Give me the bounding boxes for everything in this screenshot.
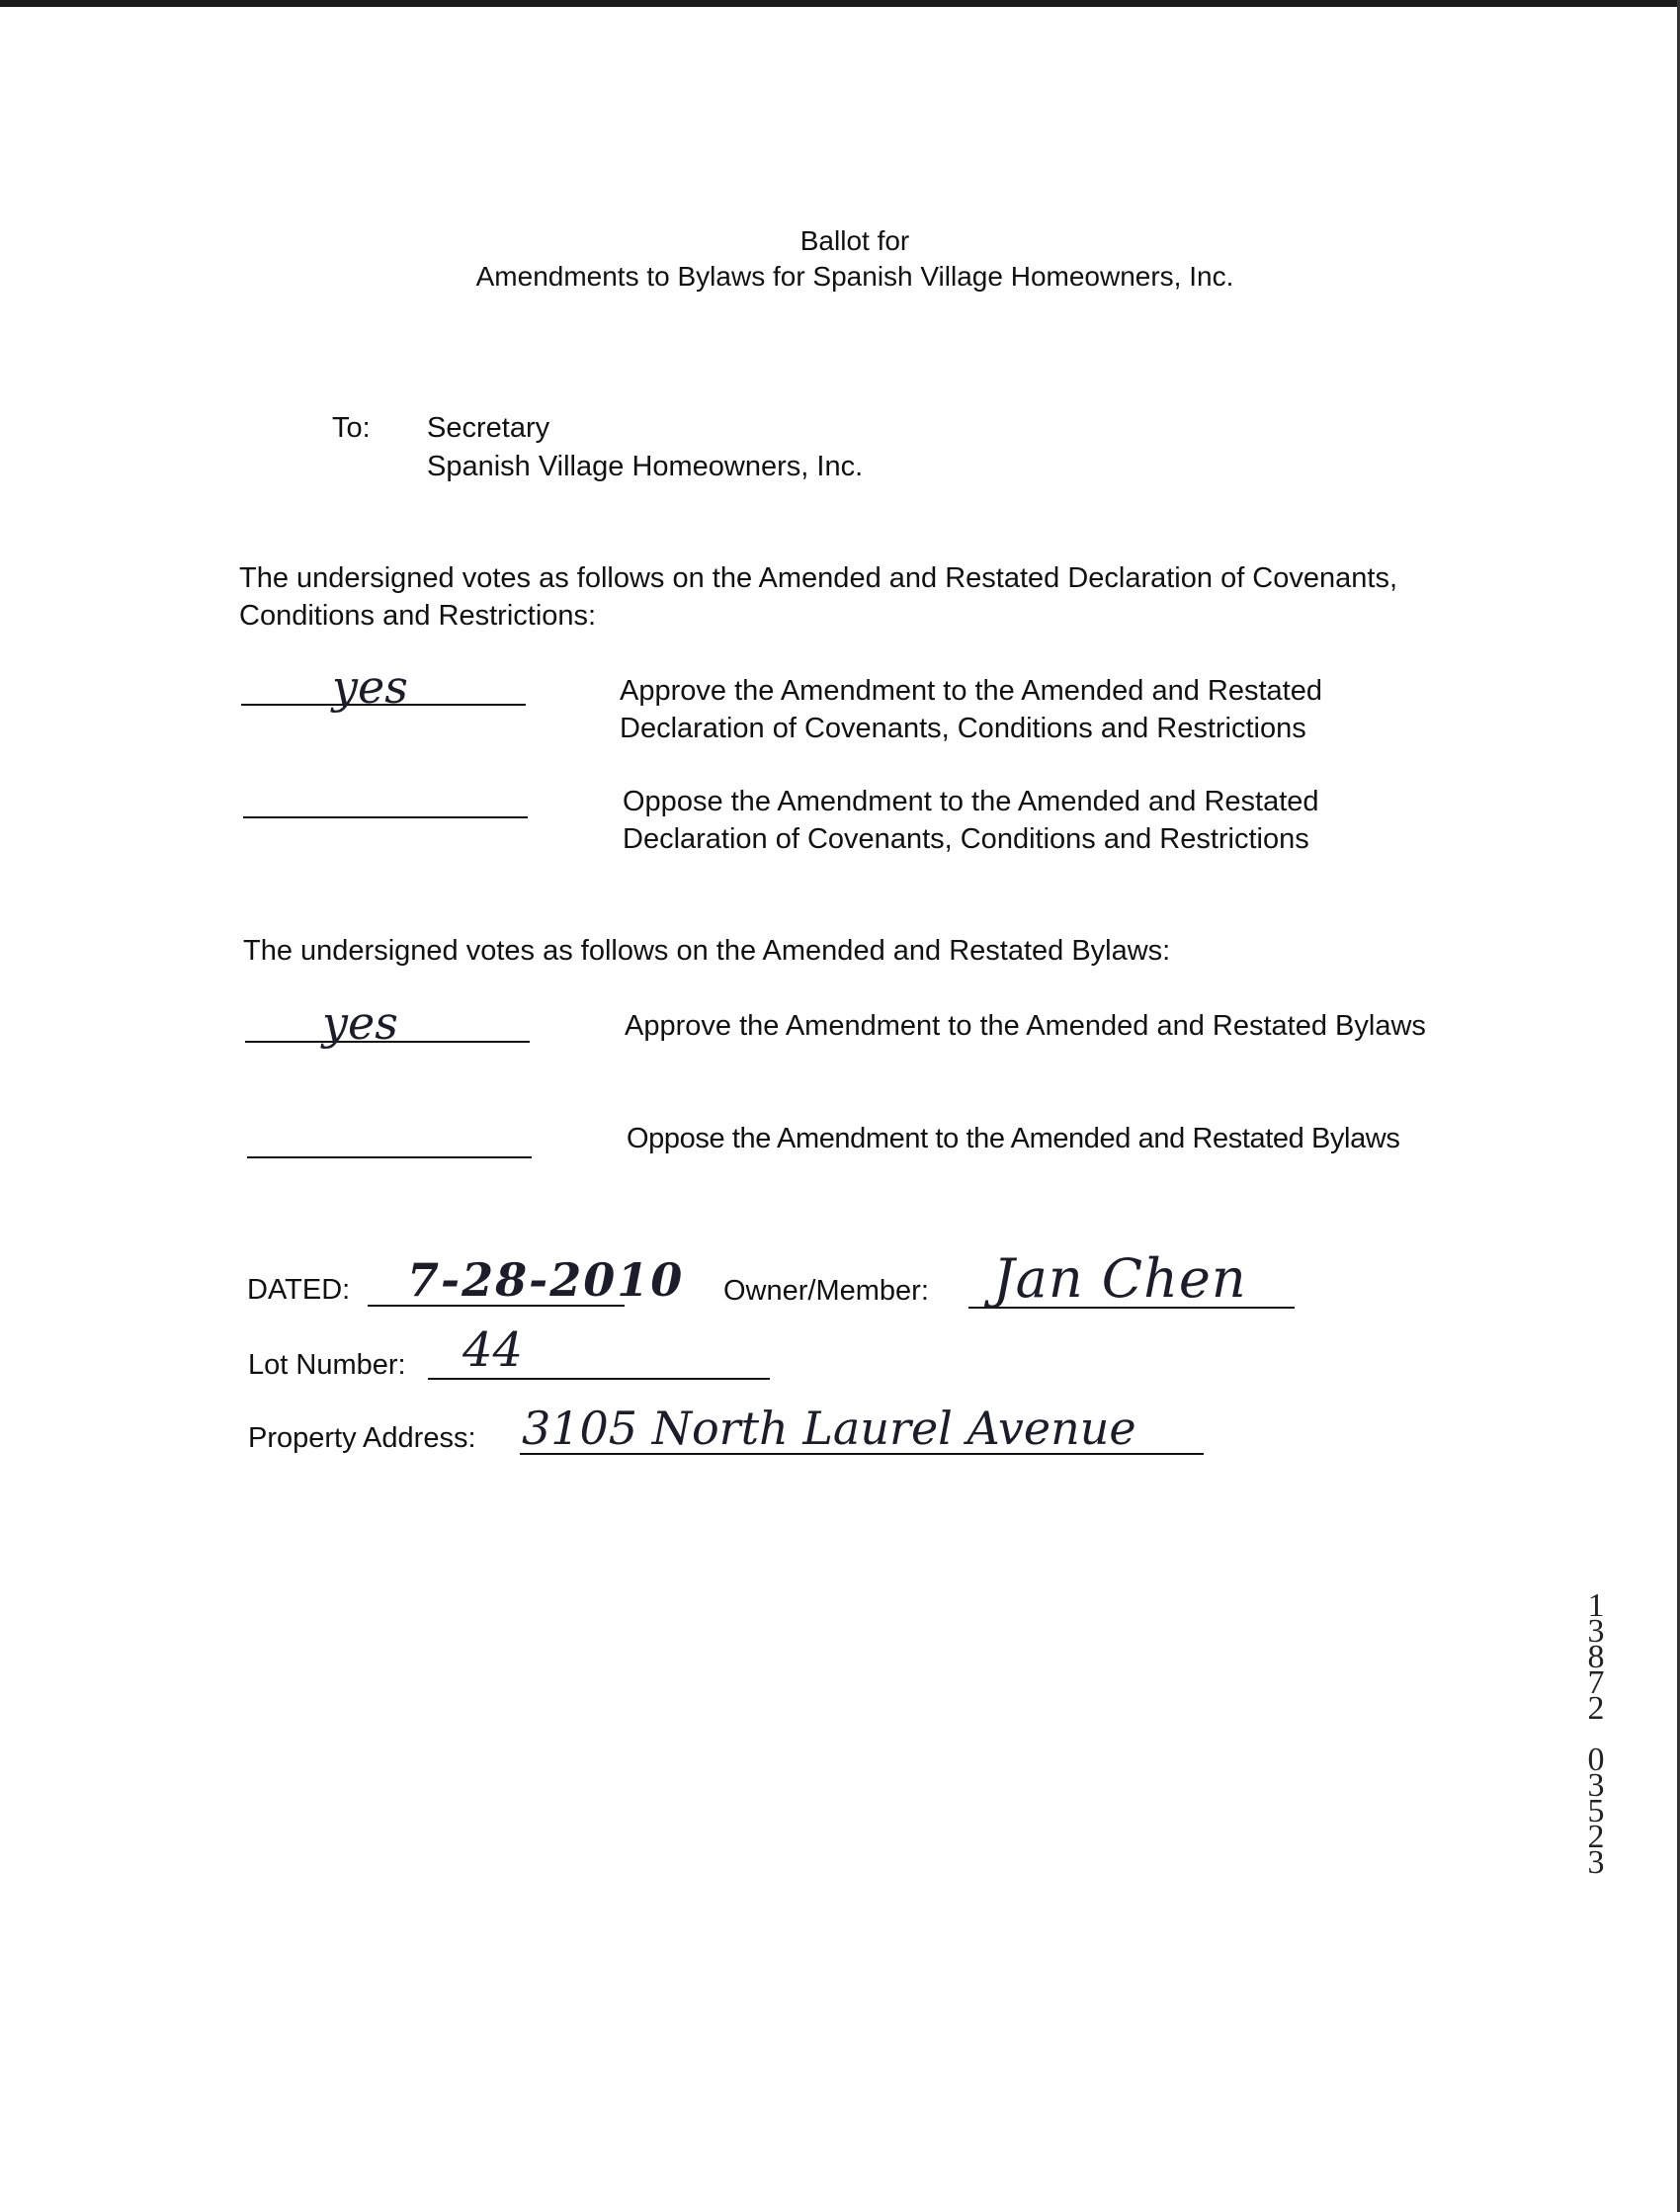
document-number (1576, 1587, 1616, 1881)
addressee-organization: Spanish Village Homeowners, Inc. (427, 451, 864, 482)
section2-intro: The undersigned votes as follows on the Amended and Restated Bylaws: (243, 935, 1171, 967)
section2-oppose-line[interactable] (247, 1156, 532, 1158)
section1-intro: The undersigned votes as follows on the Amended and Restated Declaration of Covenants, Conditions and Restrictions: (239, 562, 1398, 632)
owner-label: Owner/Member: (723, 1275, 929, 1307)
document-number-digit: 5 (1587, 1793, 1605, 1829)
document-number-digit: 3 (1587, 1844, 1605, 1881)
owner-signature: Jan Chen (993, 1247, 1247, 1310)
scan-top-edge (0, 0, 1680, 7)
document-number-digit: 2 (1587, 1690, 1605, 1727)
section1-approve-text: Approve the Amendment to the Amended and Restated Declaration of Covenants, Conditions and Restrictions (620, 675, 1322, 744)
section1-approve-vote: yes (332, 660, 408, 714)
dated-value: 7-28-2010 (407, 1253, 685, 1307)
document-number-digit: 7 (1587, 1664, 1605, 1701)
section2-approve-text: Approve the Amendment to the Amended and Restated Bylaws (625, 1010, 1426, 1042)
document-number-digit: 8 (1587, 1639, 1605, 1675)
to-label: To: (332, 412, 371, 444)
dated-label: DATED: (247, 1274, 351, 1306)
document-number-digit: 3 (1587, 1767, 1605, 1804)
document-number-digit: 0 (1587, 1742, 1605, 1778)
section2-approve-vote: yes (322, 996, 398, 1050)
ballot-subtitle: Amendments to Bylaws for Spanish Village Homeowners, Inc. (475, 261, 1234, 292)
address-value: 3105 North Laurel Avenue (522, 1402, 1136, 1455)
document-number-digit: 1 (1587, 1587, 1605, 1624)
lot-label: Lot Number: (248, 1349, 406, 1381)
ballot-title: Ballot for (799, 225, 910, 256)
section2-oppose-text: Oppose the Amendment to the Amended and Restated Bylaws (627, 1123, 1400, 1154)
document-number-digit: 2 (1587, 1819, 1605, 1855)
section1-oppose-line[interactable] (243, 816, 528, 818)
addressee-title: Secretary (427, 412, 550, 444)
lot-value: 44 (462, 1322, 524, 1378)
document-number-digit: 3 (1587, 1613, 1605, 1650)
lot-line[interactable] (428, 1378, 770, 1380)
section1-oppose-text: Oppose the Amendment to the Amended and Restated Declaration of Covenants, Conditions and Restrictions (623, 786, 1319, 855)
address-label: Property Address: (248, 1422, 476, 1454)
